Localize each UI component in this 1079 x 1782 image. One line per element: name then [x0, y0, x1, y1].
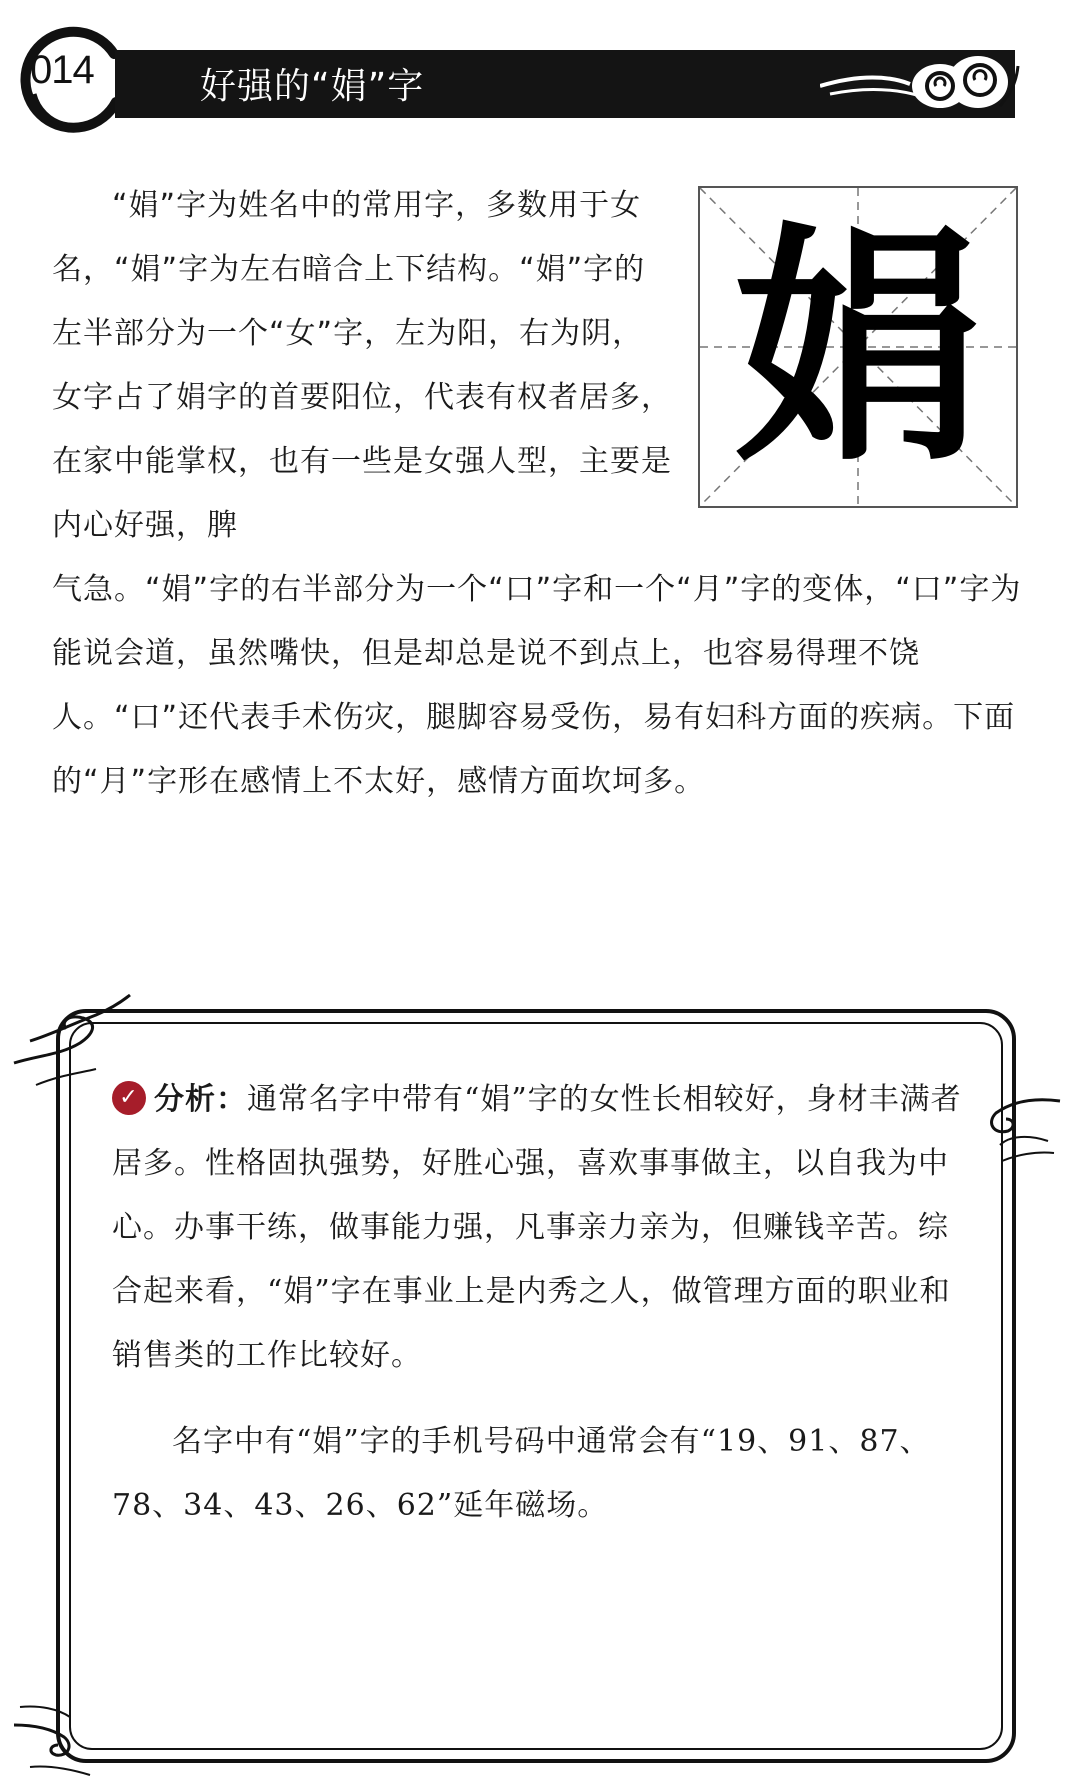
analysis-label: 分析：	[154, 1082, 247, 1117]
analysis-text: 通常名字中带有“娟”字的女性长相较好，身材丰满者居多。性格固执强势，好胜心强，喜欢事事做主，以自我为中心。办事干练，做事能力强，凡事亲力亲为，但赚钱辛苦。综合起来看，“娟”字在事业上是内秀之人，做管理方面的职业和销售类的工作比较好。	[112, 1082, 962, 1373]
body-paragraph-1	[52, 174, 672, 558]
chapter-title: 好强的“娟”字	[200, 66, 425, 107]
page-number: 014	[30, 48, 94, 92]
phone-number-paragraph	[112, 1410, 962, 1538]
featured-character: 娟	[733, 200, 983, 494]
check-circle-icon: ✓	[112, 1081, 146, 1115]
character-grid-box	[698, 186, 1018, 508]
analysis-section	[112, 1068, 962, 1388]
phone-number-text: 名字中有“娟”字的手机号码中通常会有“19、91、87、78、34、43、26、62”延年磁场。	[112, 1424, 931, 1523]
body-paragraph-1-text: “娟”字为姓名中的常用字，多数用于女名，“娟”字为左右暗合上下结构。“娟”字的左半部分为一个“女”字，左为阳，右为阴，女字占了娟字的首要阳位，代表有权者居多，在家中能掌权，也有一些是女强人型，主要是内心好强，脾	[52, 188, 672, 543]
cloud-ornament-icon	[820, 46, 1020, 122]
body-paragraph-2: 气急。“娟”字的右半部分为一个“口”字和一个“月”字的变体，“口”字为能说会道，虽然嘴快，但是却总是说不到点上，也容易得理不饶人。“口”还代表手术伤灾，腿脚容易受伤，易有妇科方面的疾病。下面的“月”字形在感情上不太好，感情方面坎坷多。	[52, 572, 1022, 799]
